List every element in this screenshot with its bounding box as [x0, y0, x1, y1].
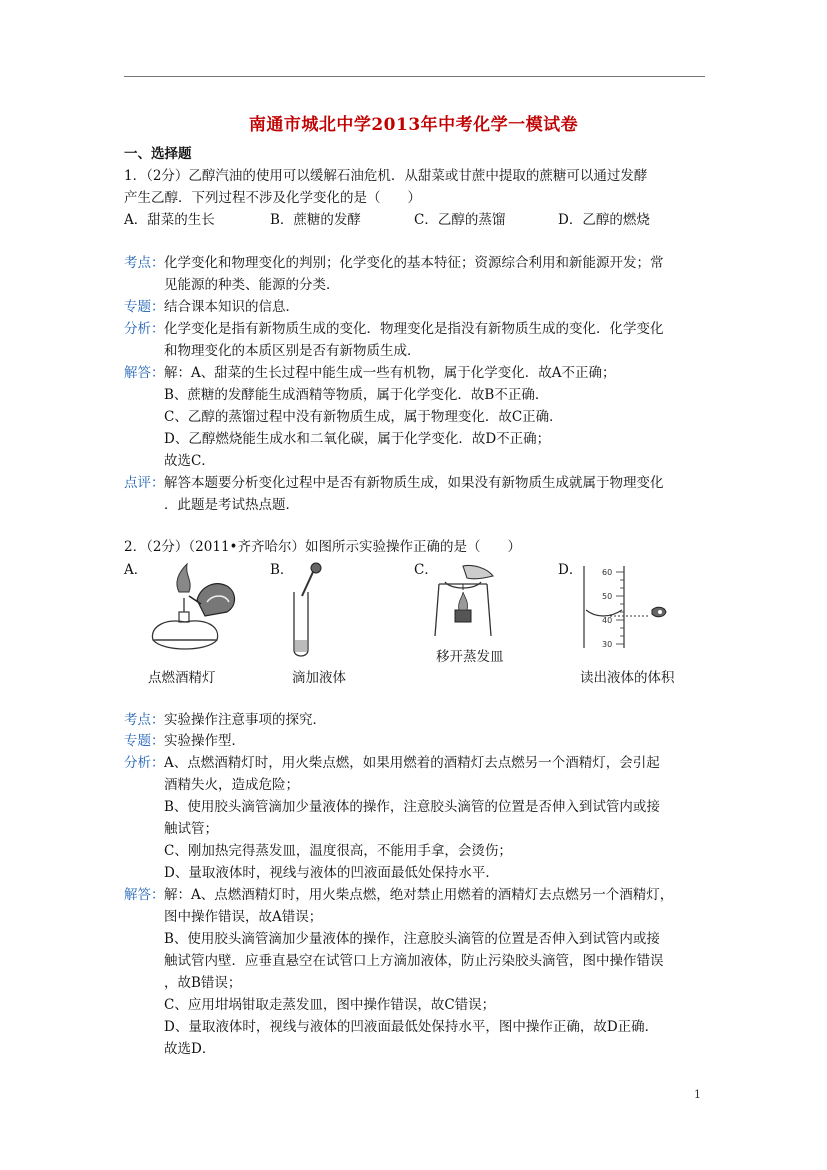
q2-fenxi-line: D、量取液体时，视线与液体的凹液面最低处保持水平． [164, 865, 499, 881]
q1-dianping-line2: ．此题是考试热点题． [164, 497, 299, 513]
q1-jieda-tag: 解答： [124, 365, 165, 381]
q1-stem-line2: 产生乙醇．下列过程不涉及化学变化的是（ ） [124, 190, 421, 206]
q2-jieda-tag: 解答： [124, 887, 165, 903]
q1-kaodian-line2: 见能源的种类、能源的分类． [164, 277, 340, 293]
q2-jieda-line: ，故B错误； [164, 975, 242, 991]
page-number: 1 [694, 1088, 701, 1101]
page-title: 南通市城北中学2013年中考化学一模试卷 [248, 115, 579, 135]
q1-kaodian-tag: 考点： [124, 255, 165, 271]
q1-zhuanti: 结合课本知识的信息． [164, 299, 299, 315]
q1-dianping-line1: 解答本题要分析变化过程中是否有新物质生成，如果没有新物质生成就属于物理变化 [164, 475, 664, 491]
q2-stem: 2．（2分）（2011•齐齐哈尔）如图所示实验操作正确的是（ ） [124, 539, 521, 555]
section-heading: 一、选择题 [124, 146, 192, 162]
q1-jieda-line: 故选C． [164, 453, 215, 469]
q1-jieda-line: 解：A、甜菜的生长过程中能生成一些有机物，属于化学变化．故A不正确； [164, 365, 616, 381]
scale-label: 40 [602, 616, 613, 625]
q2-jieda-line: D、量取液体时，视线与液体的凹液面最低处保持水平，图中操作正确，故D正确． [164, 1019, 659, 1035]
alcohol-lamp-figure [145, 562, 245, 662]
header-rule [124, 76, 705, 77]
q2-fenxi-line: 酒精失火，造成危险； [164, 777, 299, 793]
graduated-cylinder-figure [580, 562, 680, 652]
scale-label: 50 [602, 592, 613, 601]
q2-caption-c: 移开蒸发皿 [436, 649, 504, 665]
q2-caption-d: 读出液体的体积 [580, 670, 675, 686]
q2-jieda-line: 故选D． [164, 1041, 216, 1057]
q1-option-d: D．乙醇的燃烧 [558, 212, 650, 228]
q2-fenxi-line: 触试管； [164, 821, 218, 837]
q2-option-d: D． [558, 562, 583, 578]
q1-dianping-tag: 点评： [124, 475, 165, 491]
q2-fenxi-line: A、点燃酒精灯时，用火柴点燃，如果用燃着的酒精灯去点燃另一个酒精灯，会引起 [164, 755, 660, 771]
q2-fenxi-tag: 分析： [124, 755, 165, 771]
q2-jieda-line: 触试管内壁．应垂直悬空在试管口上方滴加液体，防止污染胶头滴管，图中操作错误 [164, 953, 664, 969]
q2-caption-b: 滴加液体 [292, 670, 346, 686]
q2-jieda-line: B、使用胶头滴管滴加少量液体的操作，注意胶头滴管的位置是否伸入到试管内或接 [164, 931, 660, 947]
q2-caption-a: 点燃酒精灯 [148, 670, 216, 686]
q1-fenxi-line1: 化学变化是指有新物质生成的变化．物理变化是指没有新物质生成的变化．化学变化 [164, 321, 664, 337]
q1-stem-line1: 1．（2分）乙醇汽油的使用可以缓解石油危机．从甜菜或甘蔗中提取的蔗糖可以通过发酵 [124, 168, 648, 184]
test-tube-dropper-figure [282, 562, 332, 662]
q2-option-a: A． [124, 562, 148, 578]
q1-jieda-line: C、乙醇的蒸馏过程中没有新物质生成，属于物理变化．故C正确． [164, 409, 563, 425]
q1-fenxi-tag: 分析： [124, 321, 165, 337]
scale-label: 60 [602, 568, 613, 577]
q2-option-b: B． [270, 562, 294, 578]
q2-fenxi-line: C、刚加热完得蒸发皿，温度很高，不能用手拿，会烫伤； [164, 843, 512, 859]
q2-jieda-line: C、应用坩埚钳取走蒸发皿，图中操作错误，故C错误； [164, 997, 496, 1013]
q2-zhuanti: 实验操作型． [164, 733, 245, 749]
q1-kaodian-line1: 化学变化和物理变化的判别；化学变化的基本特征；资源综合利用和新能源开发；常 [164, 255, 664, 271]
q1-option-c: C．乙醇的蒸馏 [414, 212, 506, 228]
q1-zhuanti-tag: 专题： [124, 299, 165, 315]
q1-option-a: A．甜菜的生长 [124, 212, 215, 228]
q2-jieda-line: 图中操作错误，故A错误； [164, 909, 323, 925]
q2-zhuanti-tag: 专题： [124, 733, 165, 749]
q2-option-c: C． [414, 562, 438, 578]
q2-fenxi-line: B、使用胶头滴管滴加少量液体的操作，注意胶头滴管的位置是否伸入到试管内或接 [164, 799, 660, 815]
q1-jieda-line: D、乙醇燃烧能生成水和二氧化碳，属于化学变化．故D不正确； [164, 431, 551, 447]
q1-option-b: B．蔗糖的发酵 [270, 212, 361, 228]
q1-fenxi-line2: 和物理变化的本质区别是否有新物质生成． [164, 343, 421, 359]
evaporating-dish-figure [425, 562, 505, 642]
q2-kaodian-tag: 考点： [124, 712, 165, 728]
q2-kaodian: 实验操作注意事项的探究． [164, 712, 326, 728]
q1-jieda-line: B、蔗糖的发酵能生成酒精等物质，属于化学变化．故B不正确． [164, 387, 549, 403]
q2-jieda-line: 解：A、点燃酒精灯时，用火柴点燃，绝对禁止用燃着的酒精灯去点燃另一个酒精灯， [164, 887, 674, 903]
scale-label: 30 [602, 640, 613, 649]
